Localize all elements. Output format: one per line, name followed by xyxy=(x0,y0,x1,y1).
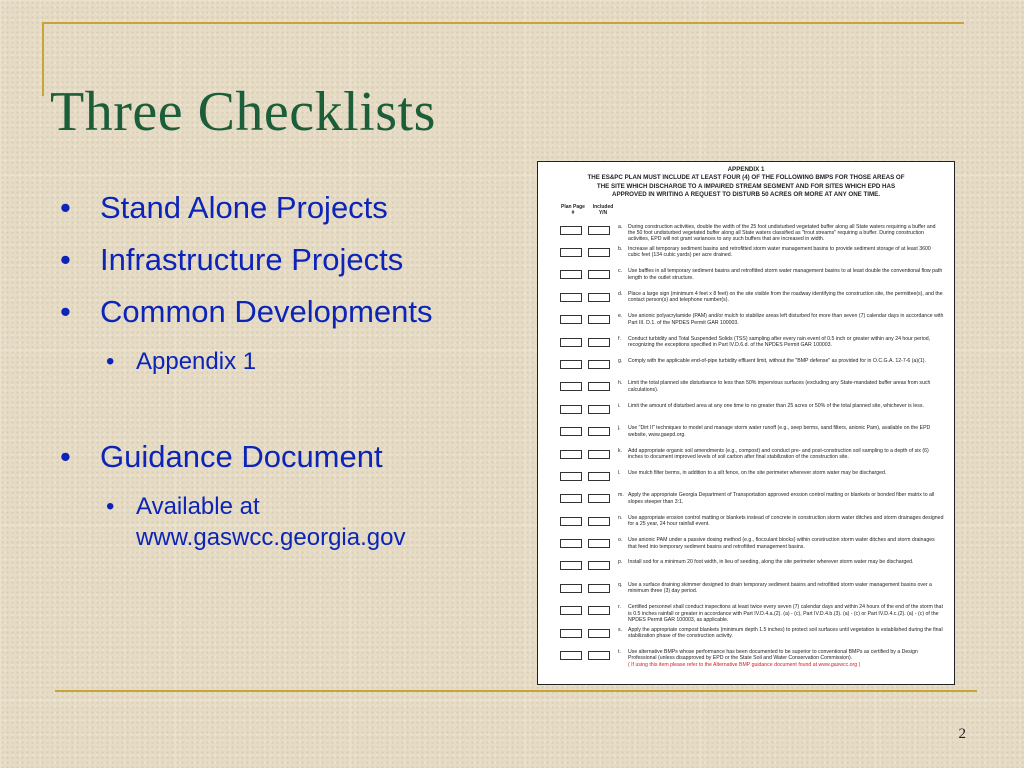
row-description: Apply the appropriate Georgia Department of Transportation approved erosion control matting or blankets or bonded fiber matrix to all slopes steeper than 3:1. xyxy=(628,492,935,505)
row-letter: q. xyxy=(618,581,623,588)
checklist-row xyxy=(546,627,946,649)
row-letter: j. xyxy=(618,425,621,432)
row-letter: b. xyxy=(618,246,623,253)
row-text xyxy=(628,380,944,393)
included-box xyxy=(588,606,610,615)
included-box xyxy=(588,293,610,302)
row-letter: h. xyxy=(618,380,623,387)
plan-page-box xyxy=(560,606,582,615)
row-text xyxy=(628,246,944,259)
row-text xyxy=(628,224,944,243)
row-text xyxy=(628,582,944,595)
row-letter: l. xyxy=(618,469,621,476)
row-text xyxy=(628,470,944,476)
checklist-row xyxy=(546,224,946,246)
checklist-row xyxy=(546,336,946,358)
row-text xyxy=(628,336,944,349)
heading-line: THE SITE WHICH DISCHARGE TO A IMPAIRED STREAM SEGMENT AND FOR SITES WHICH EPD HAS xyxy=(596,182,896,190)
row-description: Certified personnel shall conduct inspections at least twice every seven (7) calendar days and within 24 hours of the end of the storm that is 0.5 inches rainfall or greater in accordance with Part IV.D.4.a.(2). (a) - (c), Part IV.D.4.b.(3). (a) - (c) or Part IV.D.4.c.(2). (a) - (c) of the NPDES Permit GAR 100003, as applicable. xyxy=(628,604,943,624)
bullet-item xyxy=(60,190,520,226)
row-text xyxy=(628,358,944,364)
included-box xyxy=(588,427,610,436)
checklist-row xyxy=(546,649,946,671)
row-description: Use "Dirt II" techniques to model and manage storm water runoff (e.g., seep berms, sand filters, anionic Pam), available on the EPD website, www.gaepd.org. xyxy=(628,425,931,438)
bullet-spacer xyxy=(60,393,520,439)
bullet-text: Common Developments xyxy=(100,294,433,329)
plan-page-box xyxy=(560,561,582,570)
plan-page-box xyxy=(560,248,582,257)
bullet-text: Infrastructure Projects xyxy=(100,242,404,277)
row-letter: t. xyxy=(618,649,621,656)
plan-page-box xyxy=(560,270,582,279)
row-text xyxy=(628,448,944,461)
plan-page-box xyxy=(560,651,582,660)
included-box xyxy=(588,270,610,279)
bullet-dot-icon: • xyxy=(60,242,71,277)
plan-page-box xyxy=(560,382,582,391)
row-text xyxy=(628,492,944,505)
row-text xyxy=(628,515,944,528)
checklist-row xyxy=(546,268,946,290)
heading-line: THE ES&PC PLAN MUST INCLUDE AT LEAST FOUR (4) OF THE FOLLOWING BMPS FOR THOSE AREAS OF xyxy=(587,174,905,182)
included-box xyxy=(588,629,610,638)
row-description: Increase all temporary sediment basins and retrofitted storm water management basins to provide sediment storage of at least 3600 cubic feet (134 cubic yards) per acre drained. xyxy=(628,246,931,259)
sub-bullet-item xyxy=(60,346,520,377)
row-description: Apply the appropriate compost blankets (minimum depth 1.5 inches) to protect soil surfaces until vegetation is established during the final stabilization phase of the construction activity. xyxy=(628,626,943,640)
bullet-item xyxy=(60,439,520,475)
sub-bullet-text: Available at www.gaswcc.georgia.gov xyxy=(136,493,406,551)
row-text xyxy=(628,291,944,304)
checklist-row xyxy=(546,492,946,514)
plan-page-box xyxy=(560,226,582,235)
column-plan-page: Plan Page # xyxy=(561,203,585,216)
row-letter: f. xyxy=(618,335,621,342)
sub-bullet-text: Appendix 1 xyxy=(136,348,257,375)
plan-page-box xyxy=(560,315,582,324)
plan-page-box xyxy=(560,472,582,481)
checklist-row xyxy=(546,515,946,537)
row-text xyxy=(628,537,944,550)
checklist-row xyxy=(546,582,946,604)
row-text xyxy=(628,313,944,326)
checklist-row xyxy=(546,604,946,626)
row-letter: c. xyxy=(618,268,623,275)
row-letter: n. xyxy=(618,514,623,521)
row-description: During construction activities, double the width of the 25 foot undisturbed vegetated buffer along all State waters requiring a buffer and the 50 foot undisturbed vegetated buffer along all State waters classified as "trout streams" requiring a buffer. During construction activities, EPD will not grant variances to any such buffers that are increased in width. xyxy=(628,223,936,243)
column-included: Included Y/N xyxy=(592,203,614,216)
row-text xyxy=(628,403,944,409)
bullet-list xyxy=(60,190,520,569)
bullet-item xyxy=(60,242,520,278)
left-accent-line xyxy=(42,22,44,96)
row-letter: s. xyxy=(618,626,623,633)
row-description: Limit the total planned site disturbance to less than 50% impervious surfaces (excluding any State-mandated buffer areas from such calculations). xyxy=(628,380,931,393)
row-description: Use mulch filter berms, in addition to a silt fence, on the site perimeter wherever storm water may be discharged. xyxy=(628,469,887,476)
checklist-row xyxy=(546,448,946,470)
included-box xyxy=(588,338,610,347)
bullet-dot-icon: • xyxy=(60,190,71,225)
bullet-dot-icon: • xyxy=(106,348,115,375)
row-description: Comply with the applicable end-of-pipe turbidity effluent limit, without the "BMP defense" as provided for in O.C.G.A. 12-7-6 (a)(1). xyxy=(628,357,926,364)
plan-page-box xyxy=(560,629,582,638)
bullet-text: Guidance Document xyxy=(100,439,383,474)
column-headers xyxy=(546,204,946,224)
included-box xyxy=(588,226,610,235)
checklist-row xyxy=(546,470,946,492)
slide-title: Three Checklists xyxy=(50,81,436,143)
row-text xyxy=(628,627,944,640)
checklist-row xyxy=(546,246,946,268)
row-letter: g. xyxy=(618,357,623,364)
included-box xyxy=(588,561,610,570)
bullet-text: Stand Alone Projects xyxy=(100,190,388,225)
row-text xyxy=(628,649,944,668)
included-box xyxy=(588,517,610,526)
included-box xyxy=(588,651,610,660)
plan-page-box xyxy=(560,338,582,347)
checklist-row xyxy=(546,559,946,581)
bullet-dot-icon: • xyxy=(60,294,71,329)
document-heading xyxy=(546,166,946,200)
checklist-row xyxy=(546,313,946,335)
included-box xyxy=(588,315,610,324)
row-text xyxy=(628,604,944,623)
plan-page-box xyxy=(560,539,582,548)
row-description: Use a surface draining skimmer designed to drain temporary sediment basins and retrofitted storm water management basins over a minimum three (3) day period. xyxy=(628,581,932,595)
included-box xyxy=(588,248,610,257)
appendix-document-image xyxy=(537,161,955,685)
row-text xyxy=(628,268,944,281)
checklist-row xyxy=(546,358,946,380)
row-letter: k. xyxy=(618,447,623,454)
row-letter: m. xyxy=(618,492,624,499)
plan-page-box xyxy=(560,494,582,503)
row-description: Use alternative BMPs whose performance has been documented to be superior to conventional BMPs as certified by a Design Professional (unless disapproved by EPD or the State Soil and Water Conservation Commission). xyxy=(628,649,918,662)
checklist-row xyxy=(546,425,946,447)
included-box xyxy=(588,539,610,548)
row-description: Conduct turbidity and Total Suspended Solids (TSS) sampling after every rain event of 0.5 inch or greater within any 24 hour period, recognizing the exceptions specified in Part IV.D.6.d. of the NPDES Permit GAR 100003. xyxy=(628,335,931,348)
bottom-accent-line xyxy=(55,690,977,692)
row-description: Use anionic PAM under a passive dosing method (e.g., flocculant blocks) within construction storm water ditches and storm drainages that feed into temporary sediment basins and retrofitted management basins. xyxy=(628,537,935,550)
row-description: Use baffles in all temporary sediment basins and retrofitted storm water management basins to at least double the conventional flow path length to the outlet structure. xyxy=(628,268,943,281)
heading-line: APPROVED IN WRITING A REQUEST TO DISTURB 50 ACRES OR MORE AT ANY ONE TIME. xyxy=(611,191,881,199)
row-description: Install sod for a minimum 20 foot width, in lieu of seeding, along the site perimeter wherever storm water may be discharged. xyxy=(628,559,914,566)
plan-page-box xyxy=(560,293,582,302)
row-description: Add appropriate organic soil amendments (e.g., compost) and conduct pre- and post-construction soil sampling to a depth of six (6) inches to document improved levels of soil carbon after final stabilization of the construction site. xyxy=(628,447,929,460)
page-number: 2 xyxy=(958,726,966,742)
included-box xyxy=(588,472,610,481)
row-note: ( If using this item please refer to the Alternative BMP guidance document found at www.gaswcc.org ) xyxy=(628,661,861,668)
checklist-row xyxy=(546,380,946,402)
plan-page-box xyxy=(560,584,582,593)
heading-line: APPENDIX 1 xyxy=(727,166,765,173)
row-text xyxy=(628,559,944,565)
row-letter: a. xyxy=(618,223,623,230)
included-box xyxy=(588,584,610,593)
checklist-row xyxy=(546,403,946,425)
row-letter: p. xyxy=(618,559,623,566)
included-box xyxy=(588,405,610,414)
row-description: Limit the amount of disturbed area at any one time to no greater than 25 acres or 50% of the total planned site, whichever is less. xyxy=(628,402,924,409)
bullet-dot-icon: • xyxy=(60,439,71,474)
row-letter: i. xyxy=(618,402,621,409)
plan-page-box xyxy=(560,360,582,369)
bullet-item xyxy=(60,294,520,330)
row-letter: e. xyxy=(618,313,623,320)
row-description: Use appropriate erosion control matting or blankets instead of concrete in construction storm water ditches and storm drainages designed for a 25 year, 24 hour rainfall event. xyxy=(628,514,944,528)
included-box xyxy=(588,450,610,459)
included-box xyxy=(588,360,610,369)
checklist-rows xyxy=(546,224,946,672)
plan-page-box xyxy=(560,405,582,414)
row-text xyxy=(628,425,944,438)
row-letter: r. xyxy=(618,604,621,611)
row-letter: d. xyxy=(618,290,623,297)
row-description: Use anionic polyacrylamide (PAM) and/or mulch to stabilize areas left disturbed for more than seven (7) calendar days in accordance with Part III. D.1. of the NPDES Permit GAR 100003. xyxy=(628,313,944,326)
included-box xyxy=(588,382,610,391)
included-box xyxy=(588,494,610,503)
plan-page-box xyxy=(560,427,582,436)
row-description: Place a large sign (minimum 4 feet x 8 feet) on the site visible from the roadway identifying the construction site, the permittee(s), and the contact person(s) and telephone number(s). xyxy=(628,290,943,304)
row-letter: o. xyxy=(618,537,623,544)
sub-bullet-item xyxy=(60,491,520,553)
plan-page-box xyxy=(560,517,582,526)
checklist-row xyxy=(546,291,946,313)
top-accent-line xyxy=(42,22,964,24)
plan-page-box xyxy=(560,450,582,459)
checklist-row xyxy=(546,537,946,559)
bullet-dot-icon: • xyxy=(106,493,115,520)
